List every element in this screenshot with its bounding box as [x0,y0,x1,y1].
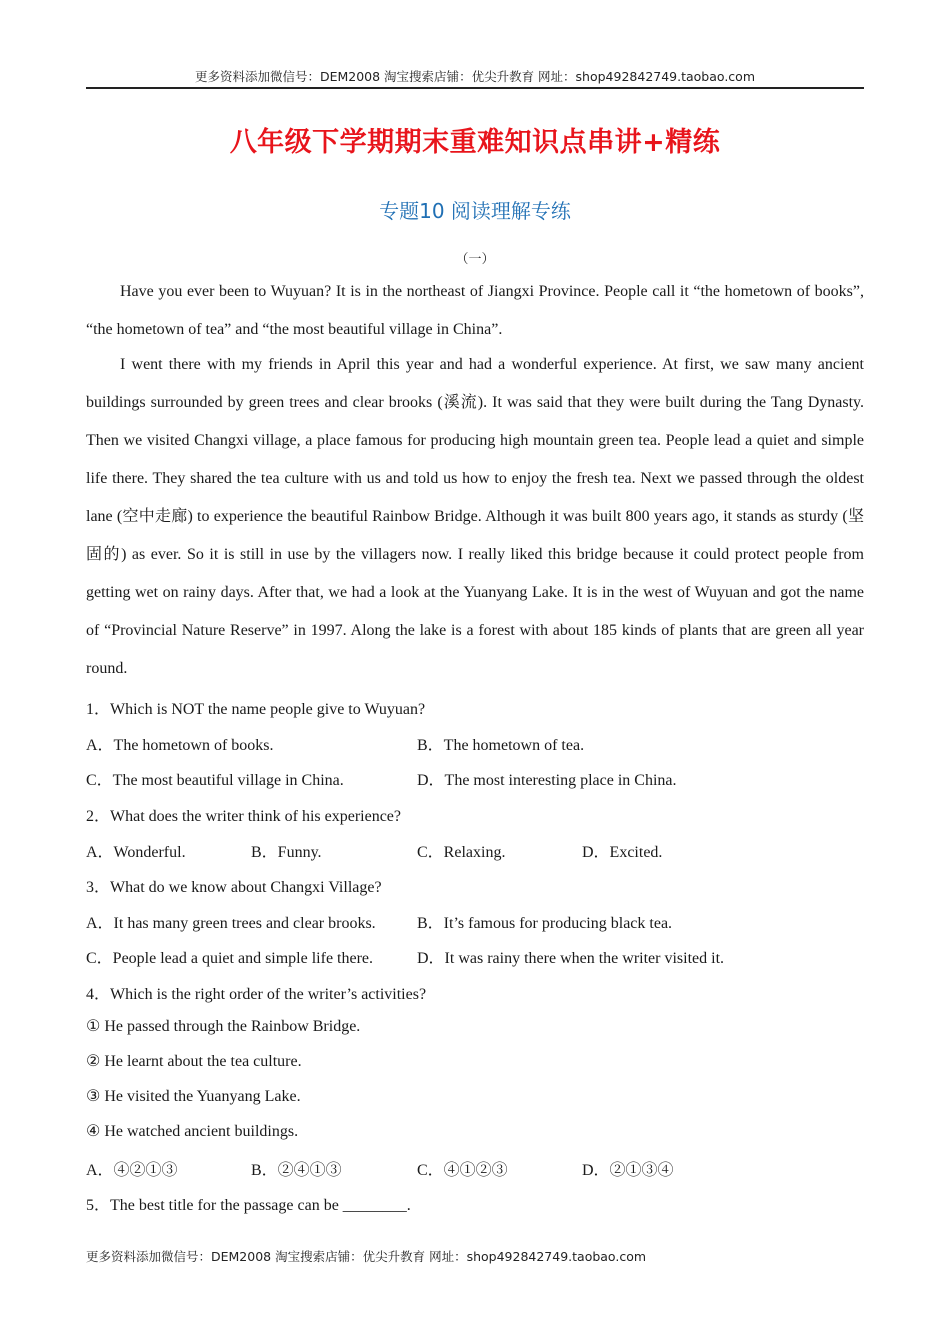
question-4-item-1: ① He passed through the Rainbow Bridge. [86,1018,361,1035]
question-4-option-b: B．②④①③ [251,1162,342,1179]
document-title: 八年级下学期期末重难知识点串讲+精练 [229,127,721,158]
section-number: （一） [455,251,495,266]
passage-paragraph-2: I went there with my friends in April this year and had a wonderful experience. At first, we saw many ancient buildings surrounded by green trees and clear brooks (溪流). It was said that they were built during the Tang Dynasty. Then we visited Changxi village, a place famous for producing high mountain green tea. People lead a quiet and simple life there. They shared the tea culture with us and told us how to enjoy the fresh tea. Next we passed through the oldest lane (空中走廊) to experience the beautiful Rainbow Bridge. Although it was built 800 years ago, it stands as sturdy (坚固的) as ever. So it is still in use by the villagers now. I really liked this bridge because it could protect people from getting wet on rainy days. After that, we had a look at the Yuanyang Lake. It is in the west of Wuyuan and got the name of “Provincial Nature Reserve” in 1997. Along the lake is a forest with about 185 kinds of plants that are green all year round. [86,356,864,677]
question-1-option-d: D．The most interesting place in China. [417,772,677,789]
question-4-option-d: D．②①③④ [582,1162,674,1179]
question-2-option-b: B．Funny. [251,844,322,861]
question-3-option-b: B．It’s famous for producing black tea. [417,915,673,932]
question-1-option-b: B．The hometown of tea. [417,737,585,754]
header-divider [86,87,864,89]
question-4-option-a: A．④②①③ [86,1162,178,1179]
question-1-option-c: C．The most beautiful village in China. [86,772,344,789]
question-1-option-a: A．The hometown of books. [86,737,274,754]
question-3-stem: 3．What do we know about Changxi Village? [86,879,382,896]
question-3-option-d: D．It was rainy there when the writer visited it. [417,950,725,967]
question-3-option-c: C．People lead a quiet and simple life there. [86,950,374,967]
passage-paragraph-1: Have you ever been to Wuyuan? It is in the northeast of Jiangxi Province. People call it “the hometown of books”, “the hometown of tea” and “the most beautiful village in China”. [86,283,864,338]
question-5-stem: 5．The best title for the passage can be ________. [86,1197,411,1214]
page-header: 更多资料添加微信号：DEM2008 淘宝搜索店铺：优尖升教育 网址：shop492842749.taobao.com [194,69,756,84]
question-2-option-d: D．Excited. [582,844,663,861]
question-2-stem: 2．What does the writer think of his experience? [86,808,402,825]
topic-subtitle: 专题10 阅读理解专练 [379,199,571,223]
question-4-item-4: ④ He watched ancient buildings. [86,1123,299,1140]
question-4-item-2: ② He learnt about the tea culture. [86,1053,302,1070]
question-1-stem: 1．Which is NOT the name people give to Wuyuan? [86,701,426,718]
question-4-option-c: C．④①②③ [417,1162,508,1179]
question-2-option-a: A．Wonderful. [86,844,186,861]
question-4-stem: 4．Which is the right order of the writer’s activities? [86,986,427,1003]
question-4-item-3: ③ He visited the Yuanyang Lake. [86,1088,301,1105]
question-2-option-c: C．Relaxing. [417,844,506,861]
question-3-option-a: A．It has many green trees and clear brooks. [86,915,376,932]
page-footer: 更多资料添加微信号：DEM2008 淘宝搜索店铺：优尖升教育 网址：shop492842749.taobao.com [86,1249,647,1264]
